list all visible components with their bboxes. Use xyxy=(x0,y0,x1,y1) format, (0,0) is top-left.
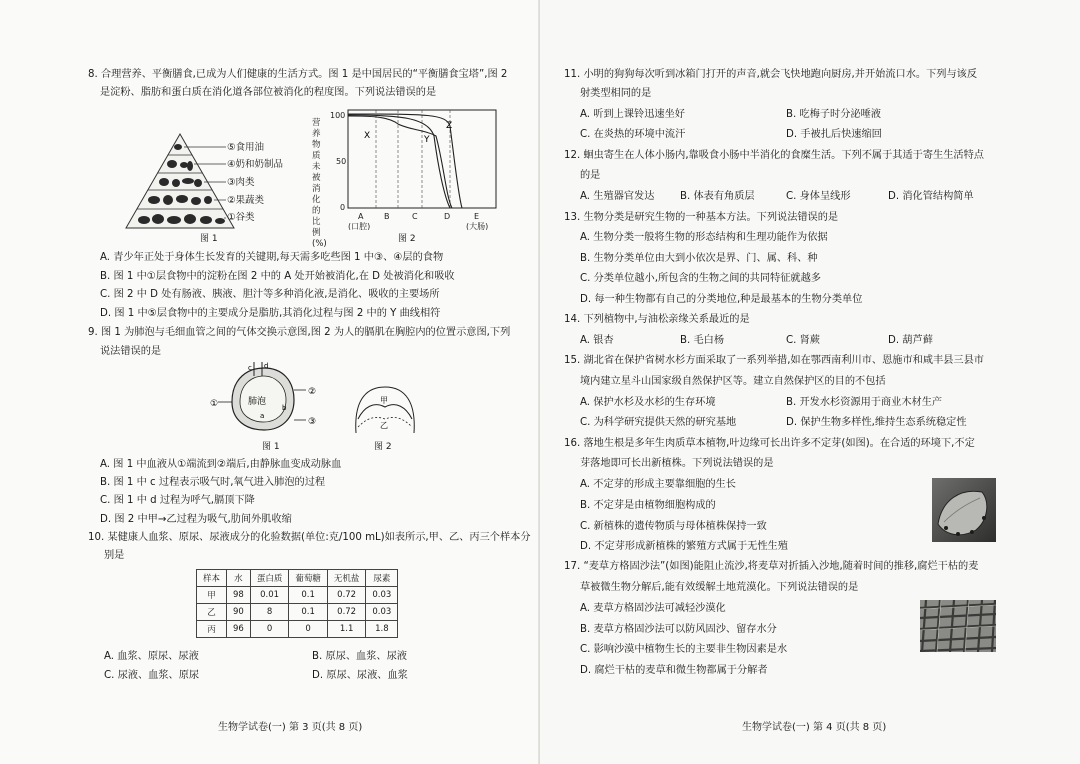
cell: 甲 xyxy=(197,587,227,604)
q12-option-d: D. 消化管结构简单 xyxy=(888,191,974,202)
cell: 90 xyxy=(227,604,251,621)
q13-option-a: A. 生物分类一般将生物的形态结构和生理功能作为依据 xyxy=(580,232,828,243)
cell: 0.1 xyxy=(289,604,328,621)
q12-option-c: C. 身体呈线形 xyxy=(786,191,851,202)
cell: 0.72 xyxy=(327,604,366,621)
curve-label-y: Y xyxy=(424,135,430,145)
q16-option-a: A. 不定芽的形成主要靠细胞的生长 xyxy=(580,479,736,490)
cell: 1.8 xyxy=(366,621,398,638)
q15-option-c: C. 为科学研究提供天然的研究基地 xyxy=(580,417,737,428)
q14-option-d: D. 葫芦藓 xyxy=(888,335,933,346)
q9-fig1-caption: 图 1 xyxy=(262,442,280,452)
alveolus-capillary-figure xyxy=(210,360,320,440)
diaphragm-figure xyxy=(350,383,420,435)
digestion-curve-chart xyxy=(328,106,508,230)
cell: 0.03 xyxy=(366,587,398,604)
cell: 98 xyxy=(227,587,251,604)
pyramid-layer-4: ④奶和奶制品 xyxy=(227,159,284,170)
q16-stem-line2: 芽落地即可长出新植株。下列说法错误的是 xyxy=(580,458,774,469)
cell: 8 xyxy=(250,604,289,621)
curve-x xyxy=(348,116,452,208)
q14-option-b: B. 毛白杨 xyxy=(680,335,725,346)
q15-stem-line1: 15. 湖北省在保护省树水杉方面采取了一系列举措,如在鄂西南利川市、恩施市和咸丰县三县市 xyxy=(564,355,984,366)
right-page-footer: 生物学试卷(一) 第 4 页(共 8 页) xyxy=(742,722,887,733)
q9-stem-line2: 说法错误的是 xyxy=(100,346,162,357)
q16-option-d: D. 不定芽形成新植株的繁殖方式属于无性生殖 xyxy=(580,541,788,552)
q11-stem-line1: 11. 小明的狗狗每次听到冰箱门打开的声音,就会飞快地跑向厨房,并开始流口水。下列与该反 xyxy=(564,69,978,80)
pyramid-layer-1: ①谷类 xyxy=(227,212,255,223)
q17-option-a: A. 麦草方格固沙法可减轻沙漠化 xyxy=(580,603,726,614)
pyramid-layer-3: ③肉类 xyxy=(227,177,255,188)
mark-1: ① xyxy=(210,399,219,409)
q8-option-a: A. 青少年正处于身体生长发育的关键期,每天需多吃些图 1 中③、④层的食物 xyxy=(100,252,444,263)
fig2-x-start: (口腔) xyxy=(348,222,371,230)
cell: 丙 xyxy=(197,621,227,638)
table-row xyxy=(197,621,398,638)
cell: 0.03 xyxy=(366,604,398,621)
curve-label-z: Z xyxy=(446,121,453,131)
q16-stem-line1: 16. 落地生根是多年生肉质草本植物,叶边缘可长出许多不定芽(如图)。在合适的环境下,不定 xyxy=(564,438,975,449)
q10-option-d: D. 原尿、尿液、血浆 xyxy=(312,670,408,681)
pyramid-layer-2: ②果蔬类 xyxy=(227,195,265,206)
q17-stem-line1: 17. “麦草方格固沙法”(如图)能阻止流沙,将麦草对折插入沙地,随着时间的推移,腐烂干枯的麦 xyxy=(564,561,979,572)
q15-option-a: A. 保护水杉及水杉的生存环境 xyxy=(580,397,716,408)
cell: 0 xyxy=(250,621,289,638)
q11-option-d: D. 手被扎后快速缩回 xyxy=(786,129,882,140)
mark-b: b xyxy=(282,404,287,412)
q10-option-b: B. 原尿、血浆、尿液 xyxy=(312,651,407,662)
alveolus-label: 肺泡 xyxy=(248,397,267,407)
q9-option-c: C. 图 1 中 d 过程为呼气,膈顶下降 xyxy=(100,495,255,506)
table-row xyxy=(197,604,398,621)
q8-option-b: B. 图 1 中①层食物中的淀粉在图 2 中的 A 处开始被消化,在 D 处被消化和吸收 xyxy=(100,271,455,282)
mark-c: c xyxy=(248,364,252,372)
curve-label-x: X xyxy=(364,131,371,141)
q8-option-c: C. 图 2 中 D 处有肠液、胰液、胆汁等多种消化液,是消化、吸收的主要场所 xyxy=(100,289,440,300)
q9-option-d: D. 图 2 中甲→乙过程为吸气,肋间外肌收缩 xyxy=(100,514,292,525)
fig2-ylabel: 营养物质未被消化的比例(%) xyxy=(312,118,327,249)
mark-a: a xyxy=(260,412,265,420)
fig2-caption: 图 2 xyxy=(398,234,416,244)
col-header: 尿素 xyxy=(366,570,398,587)
q11-option-a: A. 听到上课铃迅速坐好 xyxy=(580,109,685,120)
mark-yi: 乙 xyxy=(380,421,388,430)
q16-option-b: B. 不定芽是由植物细胞构成的 xyxy=(580,500,716,511)
pyramid-layer-5: ⑤食用油 xyxy=(227,142,265,153)
mark-jia: 甲 xyxy=(380,396,388,405)
left-page-footer: 生物学试卷(一) 第 3 页(共 8 页) xyxy=(218,722,363,733)
q15-option-b: B. 开发水杉资源用于商业木材生产 xyxy=(786,397,943,408)
cell: 1.1 xyxy=(327,621,366,638)
q13-option-b: B. 生物分类单位由大到小依次是界、门、属、科、种 xyxy=(580,253,818,264)
q14-option-c: C. 肾蕨 xyxy=(786,335,820,346)
q10-option-c: C. 尿液、血浆、原尿 xyxy=(104,670,200,681)
table-row xyxy=(197,587,398,604)
right-exam-page xyxy=(540,0,1080,764)
fig2-x-end: (大肠) xyxy=(466,222,489,230)
q11-option-c: C. 在炎热的环境中流汗 xyxy=(580,129,686,140)
fig2-xtick-e: E xyxy=(474,212,480,221)
col-header: 水 xyxy=(227,570,251,587)
col-header: 蛋白质 xyxy=(250,570,289,587)
col-header: 样本 xyxy=(197,570,227,587)
q10-stem-line1: 10. 某健康人血浆、原尿、尿液成分的化验数据(单位:克/100 mL)如表所示,甲、乙、丙三个样本分 xyxy=(88,532,531,543)
q9-option-a: A. 图 1 中血液从①端流到②端后,由静脉血变成动脉血 xyxy=(100,459,342,470)
col-header: 无机盐 xyxy=(327,570,366,587)
col-header: 葡萄糖 xyxy=(289,570,328,587)
q15-stem-line2: 境内建立星斗山国家级自然保护区等。建立自然保护区的目的不包括 xyxy=(580,376,886,387)
q8-option-d: D. 图 1 中⑤层食物中的主要成分是脂肪,其消化过程与图 2 中的 Y 曲线相符 xyxy=(100,308,441,319)
mark-3: ③ xyxy=(308,417,317,427)
cell: 96 xyxy=(227,621,251,638)
q14-stem: 14. 下列植物中,与油松亲缘关系最近的是 xyxy=(564,314,750,325)
q8-stem-line2: 是淀粉、脂肪和蛋白质在消化道各部位被消化的程度图。下列说法错误的是 xyxy=(100,87,437,98)
q12-option-a: A. 生殖器官发达 xyxy=(580,191,655,202)
q13-stem: 13. 生物分类是研究生物的一种基本方法。下列说法错误的是 xyxy=(564,212,839,223)
leaf-buds-photo xyxy=(932,478,996,542)
fig2-ytick-100: 100 xyxy=(330,111,346,120)
cell: 0.01 xyxy=(250,587,289,604)
q14-option-a: A. 银杏 xyxy=(580,335,614,346)
q16-option-c: C. 新植株的遗传物质与母体植株保持一致 xyxy=(580,521,767,532)
fig2-xtick-d: D xyxy=(444,212,451,221)
cell: 乙 xyxy=(197,604,227,621)
q15-option-d: D. 保护生物多样性,维持生态系统稳定性 xyxy=(786,417,967,428)
q8-stem-line1: 8. 合理营养、平衡膳食,已成为人们健康的生活方式。图 1 是中国居民的“平衡膳食宝塔”,图 2 xyxy=(88,69,508,80)
q13-option-c: C. 分类单位越小,所包含的生物之间的共同特征就越多 xyxy=(580,273,821,284)
q17-option-d: D. 腐烂干枯的麦草和微生物都属于分解者 xyxy=(580,665,768,676)
q13-option-d: D. 每一种生物都有自己的分类地位,种是最基本的生物分类单位 xyxy=(580,294,863,305)
urine-composition-table xyxy=(196,569,398,638)
q10-stem-line2: 别是 xyxy=(104,550,125,561)
q12-stem-line1: 12. 蛔虫寄生在人体小肠内,靠吸食小肠中半消化的食糜生活。下列不属于其适于寄生生活特点 xyxy=(564,150,984,161)
curve-y xyxy=(348,115,453,208)
fig1-caption: 图 1 xyxy=(200,234,218,244)
q17-option-b: B. 麦草方格固沙法可以防风固沙、留存水分 xyxy=(580,624,777,635)
straw-grid-photo xyxy=(920,600,996,652)
q12-option-b: B. 体表有角质层 xyxy=(680,191,755,202)
q17-option-c: C. 影响沙漠中植物生长的主要非生物因素是水 xyxy=(580,644,788,655)
fig2-xtick-a: A xyxy=(358,212,364,221)
q11-stem-line2: 射类型相同的是 xyxy=(580,88,652,99)
cell: 0 xyxy=(289,621,328,638)
fig2-xtick-c: C xyxy=(412,212,418,221)
mark-2: ② xyxy=(308,387,317,397)
q17-stem-line2: 草被微生物分解后,能有效缓解土地荒漠化。下列说法错误的是 xyxy=(580,582,859,593)
table-header-row xyxy=(197,570,398,587)
q9-option-b: B. 图 1 中 c 过程表示吸气时,氧气进入肺泡的过程 xyxy=(100,477,326,488)
fig2-ytick-50: 50 xyxy=(336,157,347,166)
q9-stem-line1: 9. 图 1 为肺泡与毛细血管之间的气体交换示意图,图 2 为人的膈肌在胸腔内的位置示意图,下列 xyxy=(88,327,511,338)
q11-option-b: B. 吃梅子时分泌唾液 xyxy=(786,109,881,120)
q9-fig2-caption: 图 2 xyxy=(374,442,392,452)
q12-stem-line2: 的是 xyxy=(580,170,601,181)
fig2-ytick-0: 0 xyxy=(340,203,346,212)
q10-option-a: A. 血浆、原尿、尿液 xyxy=(104,651,199,662)
fig2-xtick-b: B xyxy=(384,212,390,221)
mark-d: d xyxy=(264,362,269,370)
cell: 0.72 xyxy=(327,587,366,604)
cell: 0.1 xyxy=(289,587,328,604)
